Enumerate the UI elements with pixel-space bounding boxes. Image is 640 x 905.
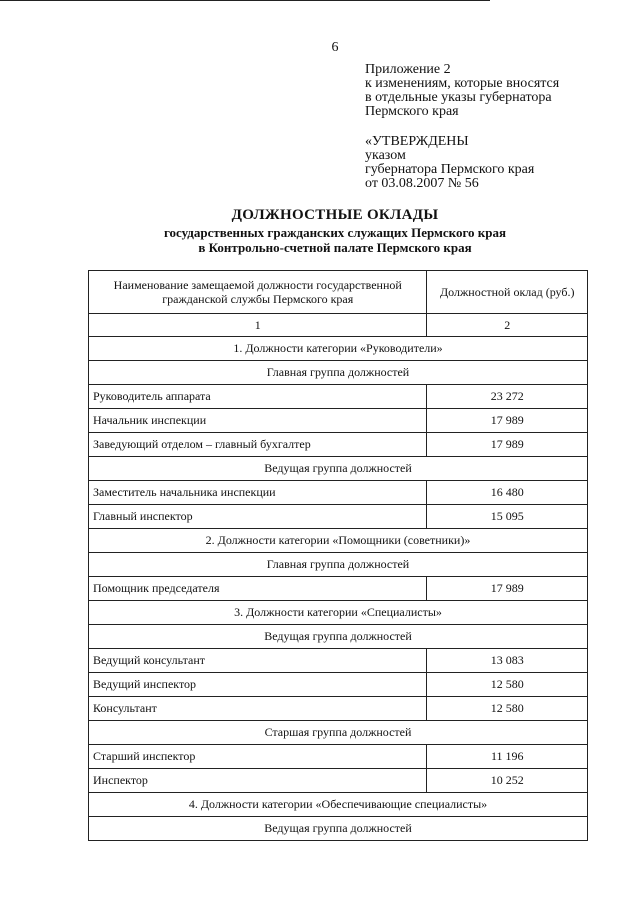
- salary-value: 12 580: [427, 673, 588, 697]
- group-row: [89, 361, 588, 385]
- position-name: Главный инспектор: [89, 505, 427, 529]
- group-heading: Ведущая группа должностей: [89, 625, 588, 649]
- salary-value: 15 095: [427, 505, 588, 529]
- group-row: [89, 625, 588, 649]
- subtitle-line: государственных гражданских служащих Пермского края: [163, 225, 507, 240]
- group-heading: Ведущая группа должностей: [89, 457, 588, 481]
- header-salary: Должностной оклад (руб.): [427, 271, 588, 314]
- category-heading: 1. Должности категории «Руководители»: [89, 337, 588, 361]
- salary-value: 13 083: [427, 649, 588, 673]
- document-title: ДОЛЖНОСТНЫЕ ОКЛАДЫ: [231, 207, 439, 223]
- position-name: Заведующий отделом – главный бухгалтер: [89, 433, 427, 457]
- table-row: [89, 649, 588, 673]
- salary-value: 17 989: [427, 577, 588, 601]
- position-name: Ведущий консультант: [89, 649, 427, 673]
- position-name: Консультант: [89, 697, 427, 721]
- group-heading: Ведущая группа должностей: [89, 817, 588, 841]
- page-number: 6: [331, 40, 339, 55]
- category-heading: 4. Должности категории «Обеспечивающие специалисты»: [89, 793, 588, 817]
- table-row: [89, 385, 588, 409]
- table-header-row: [89, 271, 588, 314]
- table-row: [89, 481, 588, 505]
- table-row: [89, 769, 588, 793]
- salary-value: 10 252: [427, 769, 588, 793]
- category-row: [89, 529, 588, 553]
- category-heading: 2. Должности категории «Помощники (советники)»: [89, 529, 588, 553]
- table-row: [89, 577, 588, 601]
- salary-value: 17 989: [427, 433, 588, 457]
- approval-stamp: [365, 135, 534, 191]
- category-heading: 3. Должности категории «Специалисты»: [89, 601, 588, 625]
- category-row: [89, 601, 588, 625]
- position-name: Старший инспектор: [89, 745, 427, 769]
- position-name: Руководитель аппарата: [89, 385, 427, 409]
- salary-table: [88, 270, 588, 841]
- column-number: 1: [89, 314, 427, 337]
- appendix-note: [365, 63, 559, 119]
- table-row: [89, 505, 588, 529]
- top-rule: [0, 0, 490, 1]
- category-row: [89, 793, 588, 817]
- approval-line: указом: [365, 148, 406, 163]
- appendix-line: Пермского края: [365, 104, 459, 119]
- appendix-line: Приложение 2: [365, 62, 451, 77]
- group-row: [89, 721, 588, 745]
- approval-line: от 03.08.2007 № 56: [365, 176, 479, 191]
- column-number: 2: [427, 314, 588, 337]
- table-row: [89, 673, 588, 697]
- salary-table-body: [89, 271, 588, 841]
- position-name: Ведущий инспектор: [89, 673, 427, 697]
- position-name: Помощник председателя: [89, 577, 427, 601]
- header-position: Наименование замещаемой должности государственной гражданской службы Пермского края: [89, 271, 427, 314]
- salary-value: 23 272: [427, 385, 588, 409]
- category-row: [89, 337, 588, 361]
- column-number-row: [89, 314, 588, 337]
- approval-line: «УТВЕРЖДЕНЫ: [365, 134, 469, 149]
- salary-value: 17 989: [427, 409, 588, 433]
- salary-value: 12 580: [427, 697, 588, 721]
- table-row: [89, 745, 588, 769]
- position-name: Инспектор: [89, 769, 427, 793]
- table-row: [89, 409, 588, 433]
- group-row: [89, 457, 588, 481]
- position-name: Начальник инспекции: [89, 409, 427, 433]
- salary-value: 16 480: [427, 481, 588, 505]
- table-row: [89, 697, 588, 721]
- group-heading: Главная группа должностей: [89, 361, 588, 385]
- document-subtitle: [0, 225, 640, 255]
- group-row: [89, 553, 588, 577]
- subtitle-line: в Контрольно-счетной палате Пермского края: [198, 240, 472, 255]
- appendix-line: в отдельные указы губернатора: [365, 90, 552, 105]
- salary-value: 11 196: [427, 745, 588, 769]
- approval-line: губернатора Пермского края: [365, 162, 535, 177]
- page-bottom-mask: [88, 900, 588, 905]
- group-heading: Старшая группа должностей: [89, 721, 588, 745]
- group-row: [89, 817, 588, 841]
- position-name: Заместитель начальника инспекции: [89, 481, 427, 505]
- table-row: [89, 433, 588, 457]
- group-heading: Главная группа должностей: [89, 553, 588, 577]
- appendix-line: к изменениям, которые вносятся: [365, 76, 560, 91]
